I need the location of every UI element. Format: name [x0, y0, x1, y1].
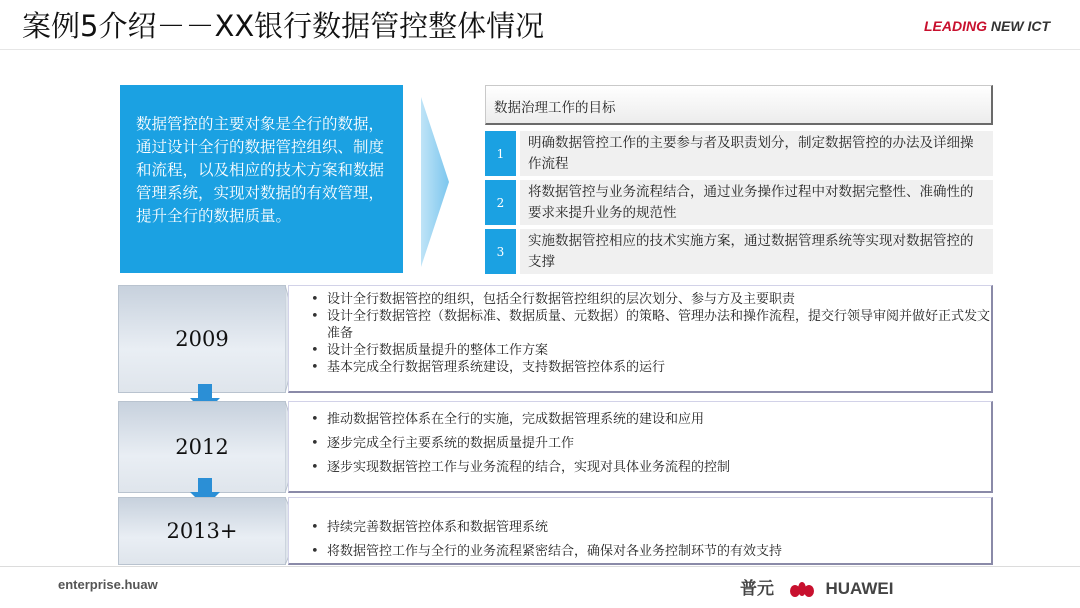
- timeline-detail-2012: [288, 401, 993, 493]
- timeline-bullet: • 设计全行数据质量提升的整体工作方案: [311, 342, 991, 359]
- goal-text: 将数据管控与业务流程结合，通过业务操作过程中对数据完整性、准确性的要求来提升业务的规范性: [520, 180, 993, 225]
- timeline-bullet: • 推动数据管控体系在全行的实施，完成数据管理系统的建设和应用: [311, 408, 991, 432]
- goal-text: 实施数据管控相应的技术实施方案，通过数据管理系统等实现对数据管控的支撑: [520, 229, 993, 274]
- timeline-detail-2013: [288, 497, 993, 565]
- title-divider: [0, 49, 1080, 50]
- timeline-bullet: • 设计全行数据管控（数据标准、数据质量、元数据）的策略、管理办法和操作流程，提交行领导审阅并做好正式发文准备: [311, 308, 991, 342]
- year-box-2013: [118, 497, 286, 565]
- intro-text: 数据管控的主要对象是全行的数据，通过设计全行的数据管控组织、制度和流程，以及相应的技术方案和数据管理系统，实现对数据的有效管理，提升全行的数据质量。: [136, 115, 385, 225]
- footer-partner-text: 普元: [740, 579, 774, 598]
- year-label: 2012: [175, 435, 229, 459]
- page-title: 案例5介绍－－XX银行数据管控整体情况: [22, 9, 545, 43]
- timeline-bullet: • 逐步实现数据管控工作与业务流程的结合，实现对具体业务流程的控制: [311, 456, 991, 480]
- goal-item: [485, 229, 993, 274]
- year-label: 2013+: [166, 519, 238, 543]
- brand-slogan: [924, 18, 1050, 34]
- footer-divider: [0, 566, 1080, 567]
- goals-header-text: 数据治理工作的目标: [494, 100, 616, 116]
- timeline-bullet: • 逐步完成全行主要系统的数据质量提升工作: [311, 432, 991, 456]
- goal-number: 3: [485, 229, 516, 274]
- year-box-2009: [118, 285, 286, 393]
- chevron-right-icon: [421, 97, 451, 267]
- timeline-bullet: • 设计全行数据管控的组织，包括全行数据管控组织的层次划分、参与方及主要职责: [311, 291, 991, 308]
- intro-box: [120, 85, 403, 273]
- goal-number: 2: [485, 180, 516, 225]
- goal-number: 1: [485, 131, 516, 176]
- huawei-logo-icon: [789, 582, 815, 598]
- goal-item: [485, 180, 993, 225]
- timeline-bullet: • 将数据管控工作与全行的业务流程紧密结合，确保对各业务控制环节的有效支持: [311, 540, 991, 564]
- goal-text: 明确数据管控工作的主要参与者及职责划分，制定数据管控的办法及详细操作流程: [520, 131, 993, 176]
- timeline-bullet: • 基本完成全行数据管理系统建设，支持数据管控体系的运行: [311, 359, 991, 376]
- goals-header: [485, 85, 993, 125]
- goal-item: [485, 131, 993, 176]
- timeline-detail-2009: [288, 285, 993, 393]
- footer-website: enterprise.huaw: [58, 577, 158, 592]
- year-label: 2009: [175, 327, 229, 351]
- footer-brands: [740, 574, 893, 599]
- footer-huawei-text: HUAWEI: [825, 579, 894, 598]
- brand-slogan-part2: NEW ICT: [987, 18, 1050, 34]
- brand-slogan-part1: LEADING: [924, 18, 987, 34]
- timeline-bullet: • 持续完善数据管控体系和数据管理系统: [311, 516, 991, 540]
